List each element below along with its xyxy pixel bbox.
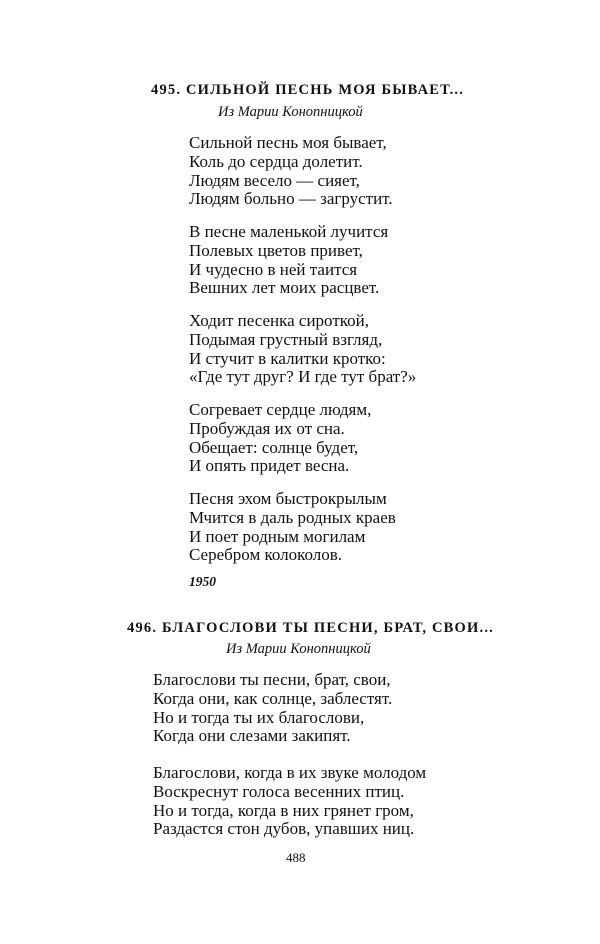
- stanza: [189, 401, 371, 476]
- verse-line: И чудесно в ней таится: [189, 259, 358, 279]
- verse-line: Согревает сердце людям,: [189, 400, 372, 419]
- verse-line: «Где тут друг? И где тут брат?»: [189, 367, 417, 387]
- verse-line: Но и тогда ты их благослови,: [153, 707, 365, 727]
- verse-line: Пробуждая их от сна.: [189, 418, 345, 438]
- verse-line: Благослови, когда в их звуке молодом: [153, 763, 427, 782]
- verse-line: Воскреснут голоса весенних птиц.: [153, 781, 405, 801]
- stanza: [189, 312, 416, 387]
- poem-year: 1950: [189, 574, 216, 589]
- verse-line: Вешних лет моих расцвет.: [189, 278, 380, 298]
- verse-line: И поет родным могилам: [189, 526, 366, 546]
- verse-line: Серебром колоколов.: [189, 545, 343, 565]
- verse-line: Полевых цветов привет,: [189, 240, 363, 260]
- verse-line: Сильной песнь моя бывает,: [189, 133, 387, 152]
- verse-line: Когда они слезами закипят.: [153, 726, 351, 746]
- verse-line: И опять придет весна.: [189, 456, 350, 476]
- stanza: [189, 134, 393, 209]
- verse-line: Людям больно — загрустит.: [189, 189, 393, 209]
- verse-line: Ходит песенка сироткой,: [189, 311, 369, 330]
- stanza: [189, 223, 388, 298]
- page-number: 488: [286, 850, 306, 865]
- poem-title: 495. СИЛЬНОЙ ПЕСНЬ МОЯ БЫВАЕТ...: [151, 82, 465, 98]
- stanza: [189, 490, 396, 565]
- poem-title: 496. БЛАГОСЛОВИ ТЫ ПЕСНИ, БРАТ, СВОИ...: [127, 620, 494, 636]
- verse-line: Песня эхом быстрокрылым: [189, 489, 387, 508]
- stanza: [153, 671, 392, 746]
- poem-subtitle: Из Марии Конопницкой: [218, 104, 363, 120]
- verse-line: Подымая грустный взгляд,: [189, 329, 383, 349]
- verse-line: Но и тогда, когда в них грянет гром,: [153, 800, 414, 820]
- verse-line: Людям весело — сияет,: [189, 170, 360, 190]
- poem-subtitle: Из Марии Конопницкой: [226, 641, 371, 657]
- verse-line: И стучит в калитки кротко:: [189, 348, 386, 368]
- verse-line: Раздастся стон дубов, упавших ниц.: [153, 819, 415, 839]
- verse-line: В песне маленькой лучится: [189, 222, 389, 241]
- verse-line: Когда они, как солнце, заблестят.: [153, 688, 393, 708]
- verse-line: Коль до сердца долетит.: [189, 151, 363, 171]
- verse-line: Благослови ты песни, брат, свои,: [153, 670, 391, 689]
- verse-line: Мчится в даль родных краев: [189, 507, 396, 527]
- verse-line: Обещает: солнце будет,: [189, 437, 359, 457]
- stanza: [153, 764, 426, 839]
